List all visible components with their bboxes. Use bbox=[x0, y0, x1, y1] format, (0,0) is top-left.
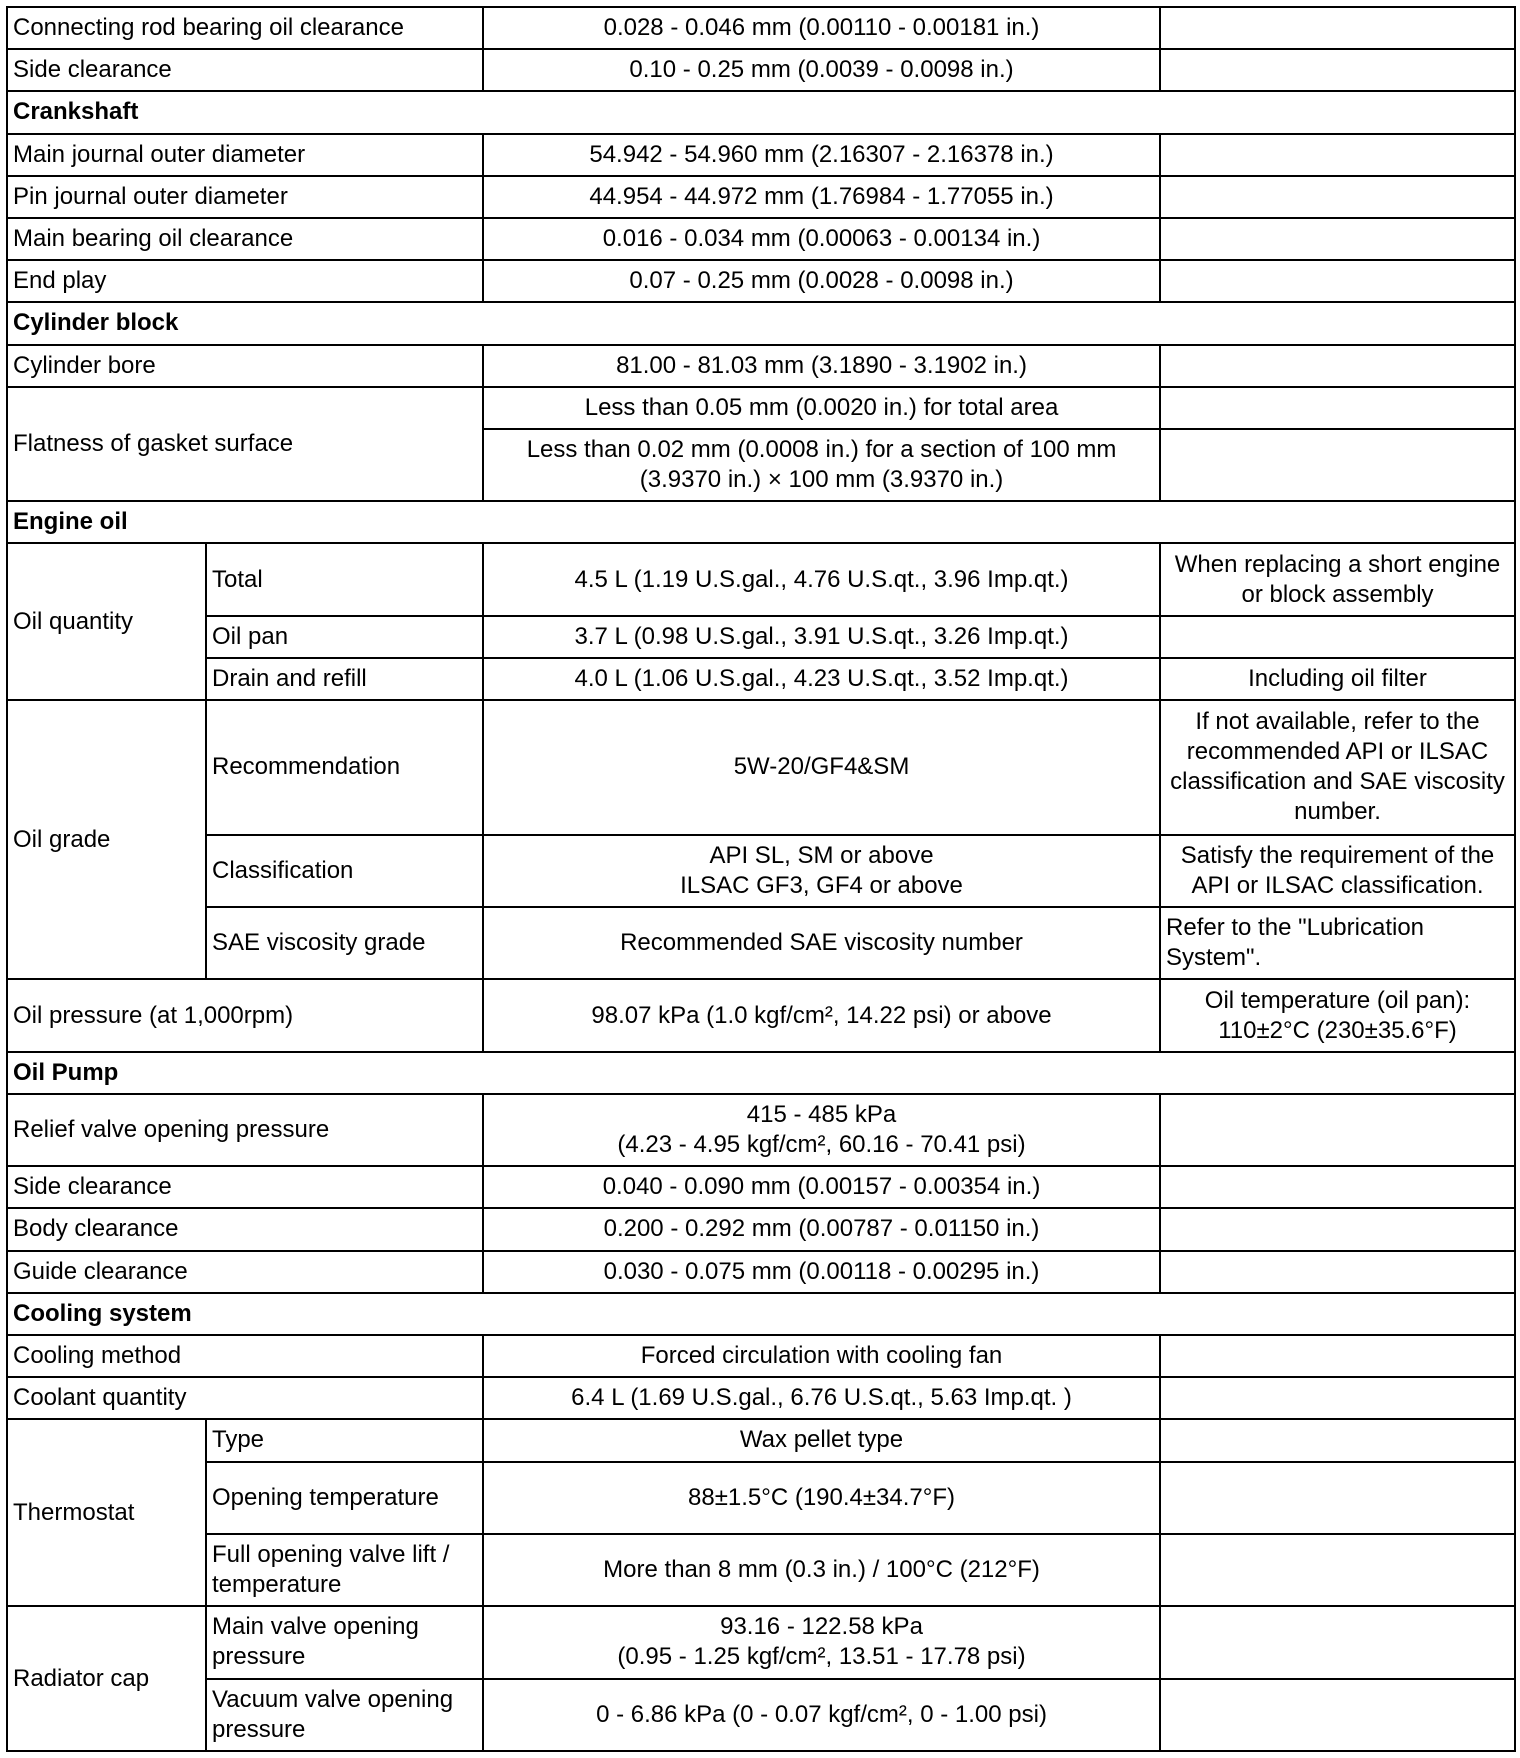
section-title-engine-oil: Engine oil bbox=[7, 501, 1515, 543]
spec-remark bbox=[1160, 1534, 1515, 1606]
section-row bbox=[7, 1052, 1515, 1094]
table-row bbox=[7, 1534, 1515, 1606]
spec-value: 93.16 - 122.58 kPa (0.95 - 1.25 kgf/cm², 13.51 - 17.78 psi) bbox=[483, 1606, 1160, 1678]
spec-label: End play bbox=[7, 260, 483, 302]
spec-value: 415 - 485 kPa (4.23 - 4.95 kgf/cm², 60.16 - 70.41 psi) bbox=[483, 1094, 1160, 1166]
spec-value: 4.5 L (1.19 U.S.gal., 4.76 U.S.qt., 3.96 Imp.qt.) bbox=[483, 543, 1160, 615]
spec-value: 0.040 - 0.090 mm (0.00157 - 0.00354 in.) bbox=[483, 1166, 1160, 1208]
spec-sublabel: Main valve opening pressure bbox=[206, 1606, 483, 1678]
spec-remark bbox=[1160, 1462, 1515, 1534]
spec-value: 0.10 - 0.25 mm (0.0039 - 0.0098 in.) bbox=[483, 49, 1160, 91]
table-row bbox=[7, 176, 1515, 218]
table-row bbox=[7, 1377, 1515, 1419]
spec-remark bbox=[1160, 1679, 1515, 1752]
section-title-cylinder-block: Cylinder block bbox=[7, 302, 1515, 344]
spec-remark bbox=[1160, 260, 1515, 302]
spec-label: Main bearing oil clearance bbox=[7, 218, 483, 260]
specification-table bbox=[6, 6, 1516, 1752]
spec-value: 88±1.5°C (190.4±34.7°F) bbox=[483, 1462, 1160, 1534]
table-row bbox=[7, 907, 1515, 979]
spec-remark bbox=[1160, 1166, 1515, 1208]
table-row bbox=[7, 979, 1515, 1051]
spec-value: 81.00 - 81.03 mm (3.1890 - 3.1902 in.) bbox=[483, 345, 1160, 387]
section-row bbox=[7, 91, 1515, 133]
spec-group-label: Thermostat bbox=[7, 1419, 206, 1606]
spec-value: 98.07 kPa (1.0 kgf/cm², 14.22 psi) or above bbox=[483, 979, 1160, 1051]
table-row bbox=[7, 49, 1515, 91]
table-row bbox=[7, 1419, 1515, 1461]
table-row bbox=[7, 345, 1515, 387]
spec-value: 0 - 6.86 kPa (0 - 0.07 kgf/cm², 0 - 1.00 psi) bbox=[483, 1679, 1160, 1752]
spec-sublabel: Vacuum valve opening pressure bbox=[206, 1679, 483, 1752]
spec-value: 0.028 - 0.046 mm (0.00110 - 0.00181 in.) bbox=[483, 7, 1160, 49]
table-row bbox=[7, 658, 1515, 700]
spec-label: Pin journal outer diameter bbox=[7, 176, 483, 218]
spec-label: Side clearance bbox=[7, 49, 483, 91]
spec-value: Wax pellet type bbox=[483, 1419, 1160, 1461]
table-row bbox=[7, 616, 1515, 658]
spec-value: 0.07 - 0.25 mm (0.0028 - 0.0098 in.) bbox=[483, 260, 1160, 302]
spec-label: Body clearance bbox=[7, 1208, 483, 1250]
spec-remark: If not available, refer to the recommended API or ILSAC classification and SAE viscosity number. bbox=[1160, 700, 1515, 835]
spec-remark bbox=[1160, 429, 1515, 501]
table-row bbox=[7, 700, 1515, 835]
spec-remark bbox=[1160, 616, 1515, 658]
spec-value: Less than 0.02 mm (0.0008 in.) for a section of 100 mm (3.9370 in.) × 100 mm (3.9370 in.) bbox=[483, 429, 1160, 501]
spec-remark bbox=[1160, 1208, 1515, 1250]
table-row bbox=[7, 260, 1515, 302]
section-title-cooling-system: Cooling system bbox=[7, 1293, 1515, 1335]
spec-remark bbox=[1160, 1419, 1515, 1461]
spec-remark: Refer to the "Lubrication System". bbox=[1160, 907, 1515, 979]
spec-remark bbox=[1160, 387, 1515, 429]
spec-label: Cylinder bore bbox=[7, 345, 483, 387]
table-row bbox=[7, 1462, 1515, 1534]
spec-label: Flatness of gasket surface bbox=[7, 387, 483, 502]
spec-sublabel: Recommendation bbox=[206, 700, 483, 835]
table-row bbox=[7, 1335, 1515, 1377]
spec-remark bbox=[1160, 1606, 1515, 1678]
spec-value: 0.200 - 0.292 mm (0.00787 - 0.01150 in.) bbox=[483, 1208, 1160, 1250]
section-row bbox=[7, 1293, 1515, 1335]
spec-label: Side clearance bbox=[7, 1166, 483, 1208]
table-row bbox=[7, 7, 1515, 49]
spec-label: Relief valve opening pressure bbox=[7, 1094, 483, 1166]
spec-sublabel: Opening temperature bbox=[206, 1462, 483, 1534]
spec-remark bbox=[1160, 1377, 1515, 1419]
spec-remark bbox=[1160, 1251, 1515, 1293]
table-row bbox=[7, 543, 1515, 615]
table-row bbox=[7, 835, 1515, 907]
spec-label: Connecting rod bearing oil clearance bbox=[7, 7, 483, 49]
spec-group-label: Radiator cap bbox=[7, 1606, 206, 1751]
spec-value: 0.016 - 0.034 mm (0.00063 - 0.00134 in.) bbox=[483, 218, 1160, 260]
spec-label: Oil pressure (at 1,000rpm) bbox=[7, 979, 483, 1051]
spec-remark bbox=[1160, 176, 1515, 218]
table-row bbox=[7, 1679, 1515, 1752]
spec-value: 5W-20/GF4&SM bbox=[483, 700, 1160, 835]
table-row bbox=[7, 1094, 1515, 1166]
spec-value: API SL, SM or above ILSAC GF3, GF4 or above bbox=[483, 835, 1160, 907]
table-row bbox=[7, 1606, 1515, 1678]
spec-group-label: Oil grade bbox=[7, 700, 206, 979]
spec-value: 6.4 L (1.69 U.S.gal., 6.76 U.S.qt., 5.63 Imp.qt. ) bbox=[483, 1377, 1160, 1419]
table-row bbox=[7, 1166, 1515, 1208]
spec-remark bbox=[1160, 134, 1515, 176]
spec-group-label: Oil quantity bbox=[7, 543, 206, 700]
spec-value: More than 8 mm (0.3 in.) / 100°C (212°F) bbox=[483, 1534, 1160, 1606]
spec-value: Forced circulation with cooling fan bbox=[483, 1335, 1160, 1377]
spec-label: Guide clearance bbox=[7, 1251, 483, 1293]
spec-remark bbox=[1160, 1335, 1515, 1377]
table-row bbox=[7, 218, 1515, 260]
table-row bbox=[7, 387, 1515, 429]
table-row bbox=[7, 134, 1515, 176]
spec-remark: Satisfy the requirement of the API or ILSAC classification. bbox=[1160, 835, 1515, 907]
spec-label: Coolant quantity bbox=[7, 1377, 483, 1419]
spec-remark: Including oil filter bbox=[1160, 658, 1515, 700]
spec-remark bbox=[1160, 218, 1515, 260]
spec-remark bbox=[1160, 1094, 1515, 1166]
spec-value: Less than 0.05 mm (0.0020 in.) for total area bbox=[483, 387, 1160, 429]
table-row bbox=[7, 1208, 1515, 1250]
table-row bbox=[7, 1251, 1515, 1293]
spec-sublabel: Total bbox=[206, 543, 483, 615]
spec-label: Main journal outer diameter bbox=[7, 134, 483, 176]
spec-sublabel: Classification bbox=[206, 835, 483, 907]
section-title-oil-pump: Oil Pump bbox=[7, 1052, 1515, 1094]
spec-sublabel: Oil pan bbox=[206, 616, 483, 658]
spec-sublabel: Full opening valve lift / temperature bbox=[206, 1534, 483, 1606]
spec-remark: Oil temperature (oil pan): 110±2°C (230±35.6°F) bbox=[1160, 979, 1515, 1051]
spec-remark bbox=[1160, 345, 1515, 387]
section-row bbox=[7, 302, 1515, 344]
spec-sublabel: Drain and refill bbox=[206, 658, 483, 700]
spec-label: Cooling method bbox=[7, 1335, 483, 1377]
spec-sublabel: SAE viscosity grade bbox=[206, 907, 483, 979]
spec-value: 4.0 L (1.06 U.S.gal., 4.23 U.S.qt., 3.52 Imp.qt.) bbox=[483, 658, 1160, 700]
spec-remark bbox=[1160, 49, 1515, 91]
spec-value: 0.030 - 0.075 mm (0.00118 - 0.00295 in.) bbox=[483, 1251, 1160, 1293]
section-row bbox=[7, 501, 1515, 543]
spec-value: 54.942 - 54.960 mm (2.16307 - 2.16378 in.) bbox=[483, 134, 1160, 176]
spec-value: Recommended SAE viscosity number bbox=[483, 907, 1160, 979]
spec-remark: When replacing a short engine or block assembly bbox=[1160, 543, 1515, 615]
spec-remark bbox=[1160, 7, 1515, 49]
spec-value: 44.954 - 44.972 mm (1.76984 - 1.77055 in.) bbox=[483, 176, 1160, 218]
spec-sublabel: Type bbox=[206, 1419, 483, 1461]
section-title-crankshaft: Crankshaft bbox=[7, 91, 1515, 133]
spec-value: 3.7 L (0.98 U.S.gal., 3.91 U.S.qt., 3.26 Imp.qt.) bbox=[483, 616, 1160, 658]
